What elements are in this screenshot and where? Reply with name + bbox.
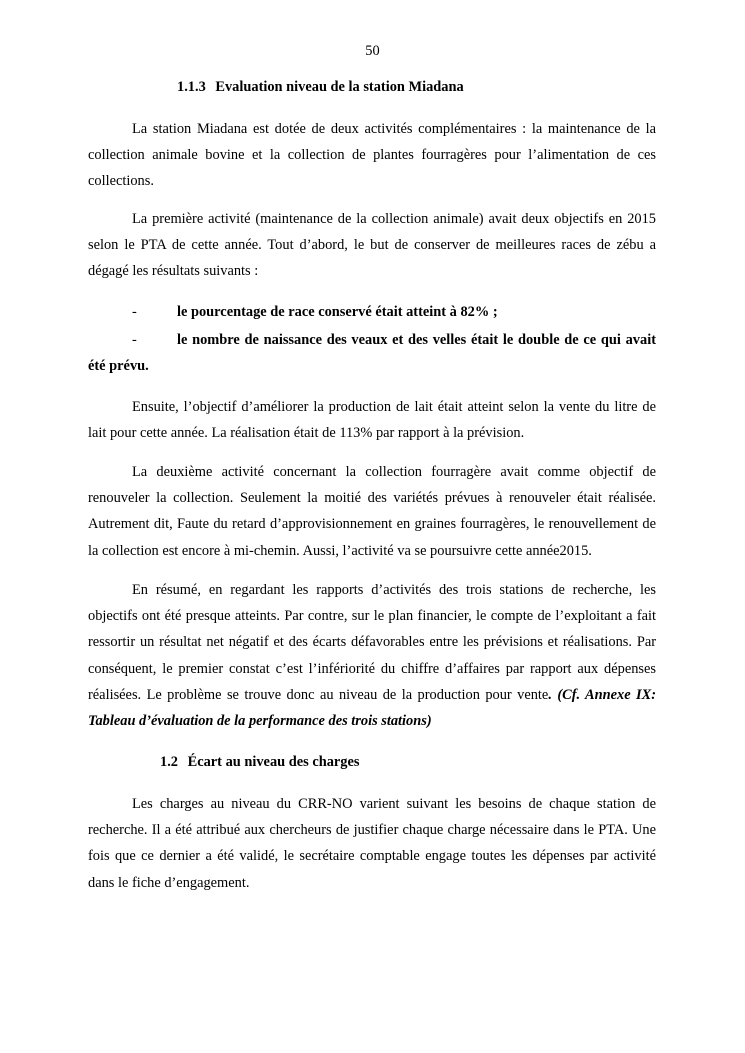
paragraph: Ensuite, l’objectif d’améliorer la production de lait était atteint selon la vente du litre de lait pour cette année. La réalisation était de 113% par rapport à la prévision. (88, 399, 656, 442)
paragraph: La première activité (maintenance de la collection animale) avait deux objectifs en 2015 selon le PTA de cette année. Tout d’abord, le but de conserver de meilleures races de zébu a dégagé les résultats suivants : (88, 211, 656, 280)
section-heading-1-1-3 (177, 79, 464, 96)
annex-reference: . (Cf. Annexe IX: Tableau d’évaluation de la performance des trois stations) (88, 686, 657, 730)
bullet-item (88, 299, 656, 325)
paragraph: La deuxième activité concernant la collection fourragère avait comme objectif de renouveler la collection. Seulement la moitié des variétés prévues à renouveler était réalisée. Autrement dit, Faute du retard d’approvisionnement en graines fourragères, le renouvellement de la collection est encore à mi-chemin. Aussi, l’activité va se poursuivre cette année2015. (88, 464, 656, 559)
bullet-dash: - (132, 332, 137, 348)
bullet-dash: - (132, 304, 137, 320)
bullet-text: le pourcentage de race conservé était atteint à 82% ; (177, 304, 498, 320)
paragraph: Les charges au niveau du CRR-NO varient suivant les besoins de chaque station de recherche. Il a été attribué aux chercheurs de justifier chaque charge nécessaire dans le PTA. Une fois que ce dernier a été validé, le secrétaire comptable engage toutes les dépenses par activité dans le fiche d’engagement. (88, 796, 656, 891)
paragraph (88, 577, 656, 734)
paragraph-text: En résumé, en regardant les rapports d’activités des trois stations de recherche, les objectifs ont été presque atteints. Par contre, sur le plan financier, le compte de l’exploitant a fait ressortir un résultat net négatif et des écarts défavorables entre les prévisions et réalisations. Par conséquent, le premier constat c’est l’infériorité du chiffre d’affaires par rapport aux dépenses réalisées. Le problème se trouve donc au niveau de la production pour vente (88, 582, 656, 703)
bullet-text: le nombre de naissance des veaux et des velles était le double de ce qui avait été prévu. (88, 332, 656, 375)
bullet-item (88, 327, 656, 379)
paragraph: La station Miadana est dotée de deux activités complémentaires : la maintenance de la collection animale bovine et la collection de plantes fourragères pour l’alimentation de ces collections. (88, 121, 656, 190)
page-number: 50 (365, 43, 380, 59)
section-heading-1-2 (160, 754, 360, 771)
section-title: Evaluation niveau de la station Miadana (215, 79, 464, 95)
section-number: 1.2 (160, 754, 178, 770)
section-number: 1.1.3 (177, 79, 206, 95)
section-title: Écart au niveau des charges (187, 754, 360, 770)
